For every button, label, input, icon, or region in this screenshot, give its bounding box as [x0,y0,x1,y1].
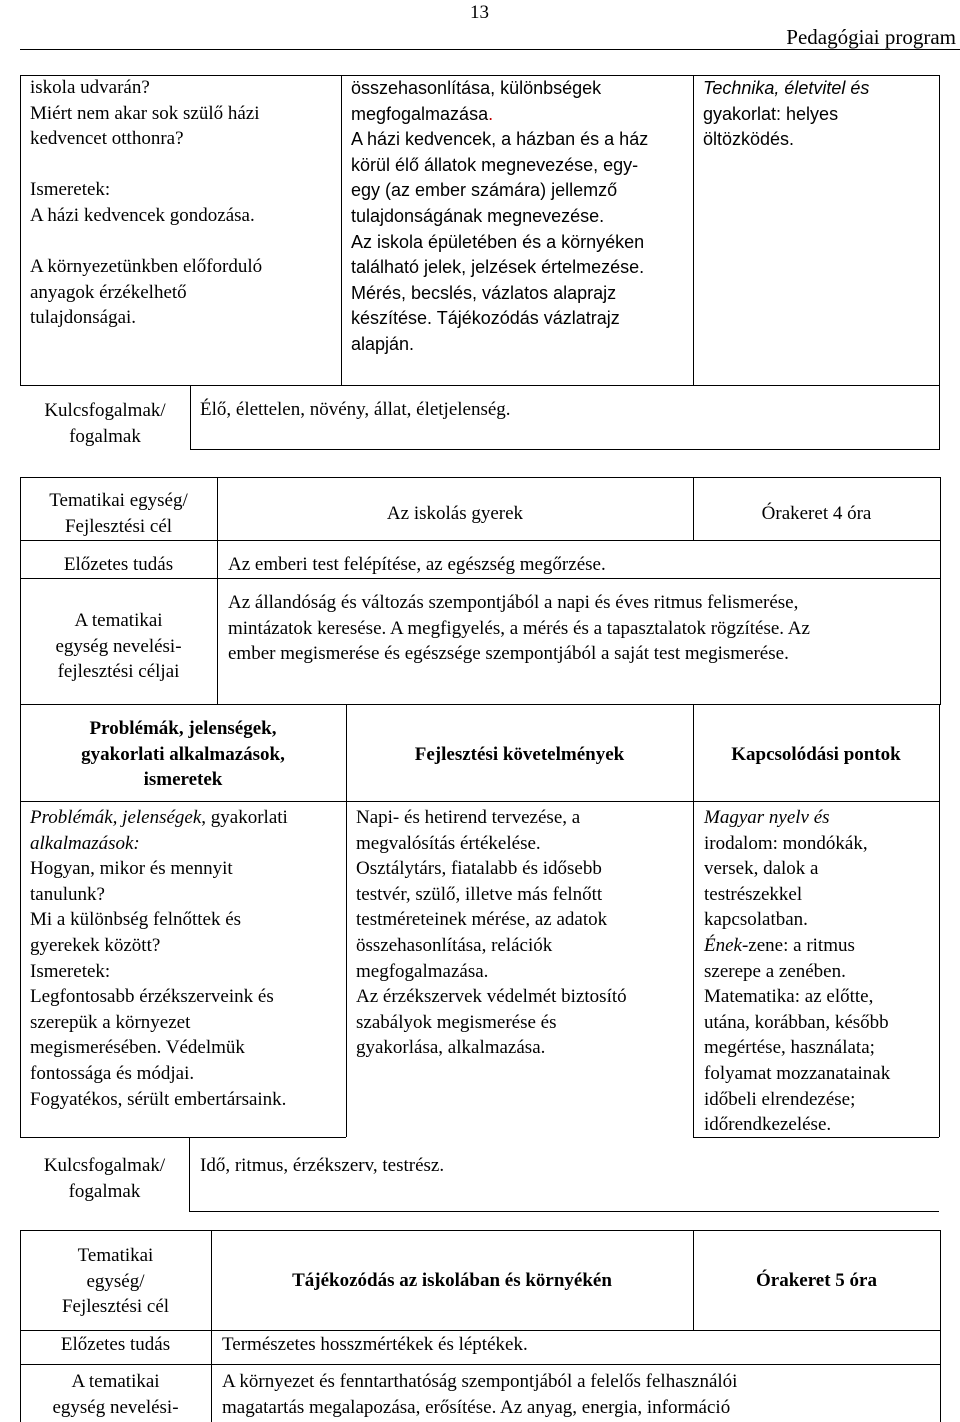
text-line: egy (az ember számára) jellemző [351,180,618,201]
celok-value: Az állandóság és változás szempontjából a napi és éves ritmus felismerése, mintázatok keresése. A megfigyelés, a mérés és a tapasztalatok rögzítése. Az ember megismerése és egészsége szempontjából a saját test megismerése. [228,592,810,665]
table-border [940,1230,941,1422]
ismeretek-label: Ismeretek: [30,960,111,982]
page-number: 13 [470,2,489,23]
kulcsfogalmak-label: Kulcsfogalmak/ fogalmak [43,1155,166,1202]
text-line: Technika, életvitel és [703,78,870,98]
unit-title: Tájékozódás az iskolában és környékén [292,1270,612,1291]
table-border [20,385,940,386]
running-title: Pedagógiai program [786,25,956,49]
table-border [939,75,940,385]
kapcsolodasi-cell: Magyar nyelv és irodalom: mondókák, versek, dalok a testrészekkel kapcsolatban. Ének-zene: a ritmus szerepe a zenében. Matematika: az előtte, utána, korábban, később megértése, használata; folyamat mozzanatainak időbeli elrendezése; időrendkezelése. [704,807,891,1136]
table-border [189,1211,939,1212]
text-line: A házi kedvencek gondozása. [30,204,255,226]
table-border [939,704,940,1137]
orakeret: Órakeret 4 óra [761,503,872,524]
text-line: alapján. [351,333,415,354]
table-border [20,75,21,385]
kulcsfogalmak-value: Idő, ritmus, érzékszerv, testrész. [200,1155,445,1176]
table-border [20,477,941,478]
text-line: tulajdonságának megnevezése. [351,205,605,226]
table-border [341,75,342,385]
header-fejlesztesi-kovetelmenyek: Fejlesztési követelmények [414,744,625,765]
kulcsfogalmak-label: Kulcsfogalmak/ fogalmak [44,400,166,447]
top-col2-cell [351,76,648,358]
red-dot: . [488,103,494,124]
unit-title: Az iskolás gyerek [386,503,524,524]
text-line: megfogalmazása. [351,103,494,124]
text-line: iskola udvarán? [30,77,150,98]
text-line: Mérés, becslés, vázlatos alaprajz [351,282,617,303]
table-border [20,578,941,579]
table-border [190,449,940,450]
header-kapcsolodasi-pontok: Kapcsolódási pontok [731,744,901,765]
text-line: kedvencet otthonra? [30,128,184,150]
table-border [20,801,940,802]
table-border [20,1230,941,1231]
text-line: található jelek, jelzések értelmezése. [351,257,645,278]
text-line: Az iskola épületében és a környéken [351,231,645,252]
celok-label: A tematikai egység nevelési- fejlesztési céljai [55,610,182,683]
table-border [211,1230,212,1422]
top-col1-cell [30,75,262,331]
text-line: gyakorlat: helyes [703,103,839,124]
elozetes-label: Előzetes tudás [63,554,174,575]
table-border [20,704,940,705]
kulcsfogalmak-value: Élő, élettelen, növény, állat, életjelenség. [200,399,511,420]
top-col3-cell [703,76,869,153]
text-line: összehasonlítása, különbségek [351,78,602,98]
table-border [190,385,191,449]
celok-value: A környezet és fenntarthatóság szempontjából a felelős felhasználói magatartás megalapozása, erősítése. Az anyag, energia, információ [222,1371,738,1418]
table-border [20,1364,941,1365]
problemak-cell: Problémák, jelenségek, gyakorlati alkalmazások: Hogyan, mikor és mennyit tanulunk? Mi a különbség felnőttek és gyerekek között? Ismeretek: Legfontosabb érzékszerveink és szerepük a környezet megismerésében. Védelmük fontossága és módjai. Fogyatékos, sérült embertársaink. [30,807,288,1110]
table-border [20,1137,346,1138]
text-line: öltözködés. [703,129,795,150]
elozetes-value: Az emberi test felépítése, az egészség megőrzése. [228,554,606,575]
text-line: készítése. Tájékozódás vázlatrajz [351,308,620,329]
text-line: körül élő állatok megnevezése, egy- [351,154,639,175]
kovetelmenyek-cell: Napi- és hetirend tervezése, a megvalósítás értékelése. Osztálytárs, fiatalabb és idősebb testvér, szülő, illetve más felnőtt testméreteinek mérése, az adatok összehasonlítása, relációk megfogalmazása. Az érzékszervek védelmét biztosító szabályok megismerése és gyakorlása, alkalmazása. [356,807,627,1059]
table-border [693,75,694,385]
table-border [940,477,941,704]
header-rule [20,49,960,50]
table-border [20,540,941,541]
tematikai-label: Tematikai egység/ Fejlesztési cél [49,490,188,537]
text-line: Miért nem akar sok szülő házi [30,102,260,124]
ismeretek-label: Ismeretek: [30,179,111,201]
text-line: tulajdonságai. [30,307,137,329]
elozetes-value: Természetes hosszmértékek és léptékek. [222,1334,528,1355]
table-border [20,1330,941,1331]
table-border [346,704,347,1137]
text-line: anyagok érzékelhető [30,281,187,303]
table-border [939,385,940,449]
celok-label: A tematikai egység nevelési- [52,1371,179,1418]
header-problemak: Problémák, jelenségek, gyakorlati alkalmazások, ismeretek [81,718,285,791]
table-border [189,1137,190,1211]
table-border [693,704,694,1137]
tematikai-label: Tematikai egység/ Fejlesztési cél [61,1245,170,1318]
elozetes-label: Előzetes tudás [60,1334,171,1355]
orakeret: Órakeret 5 óra [756,1270,877,1291]
text-line: A környezetünkben előforduló [30,256,263,278]
text-line: A házi kedvencek, a házban és a ház [351,129,649,150]
